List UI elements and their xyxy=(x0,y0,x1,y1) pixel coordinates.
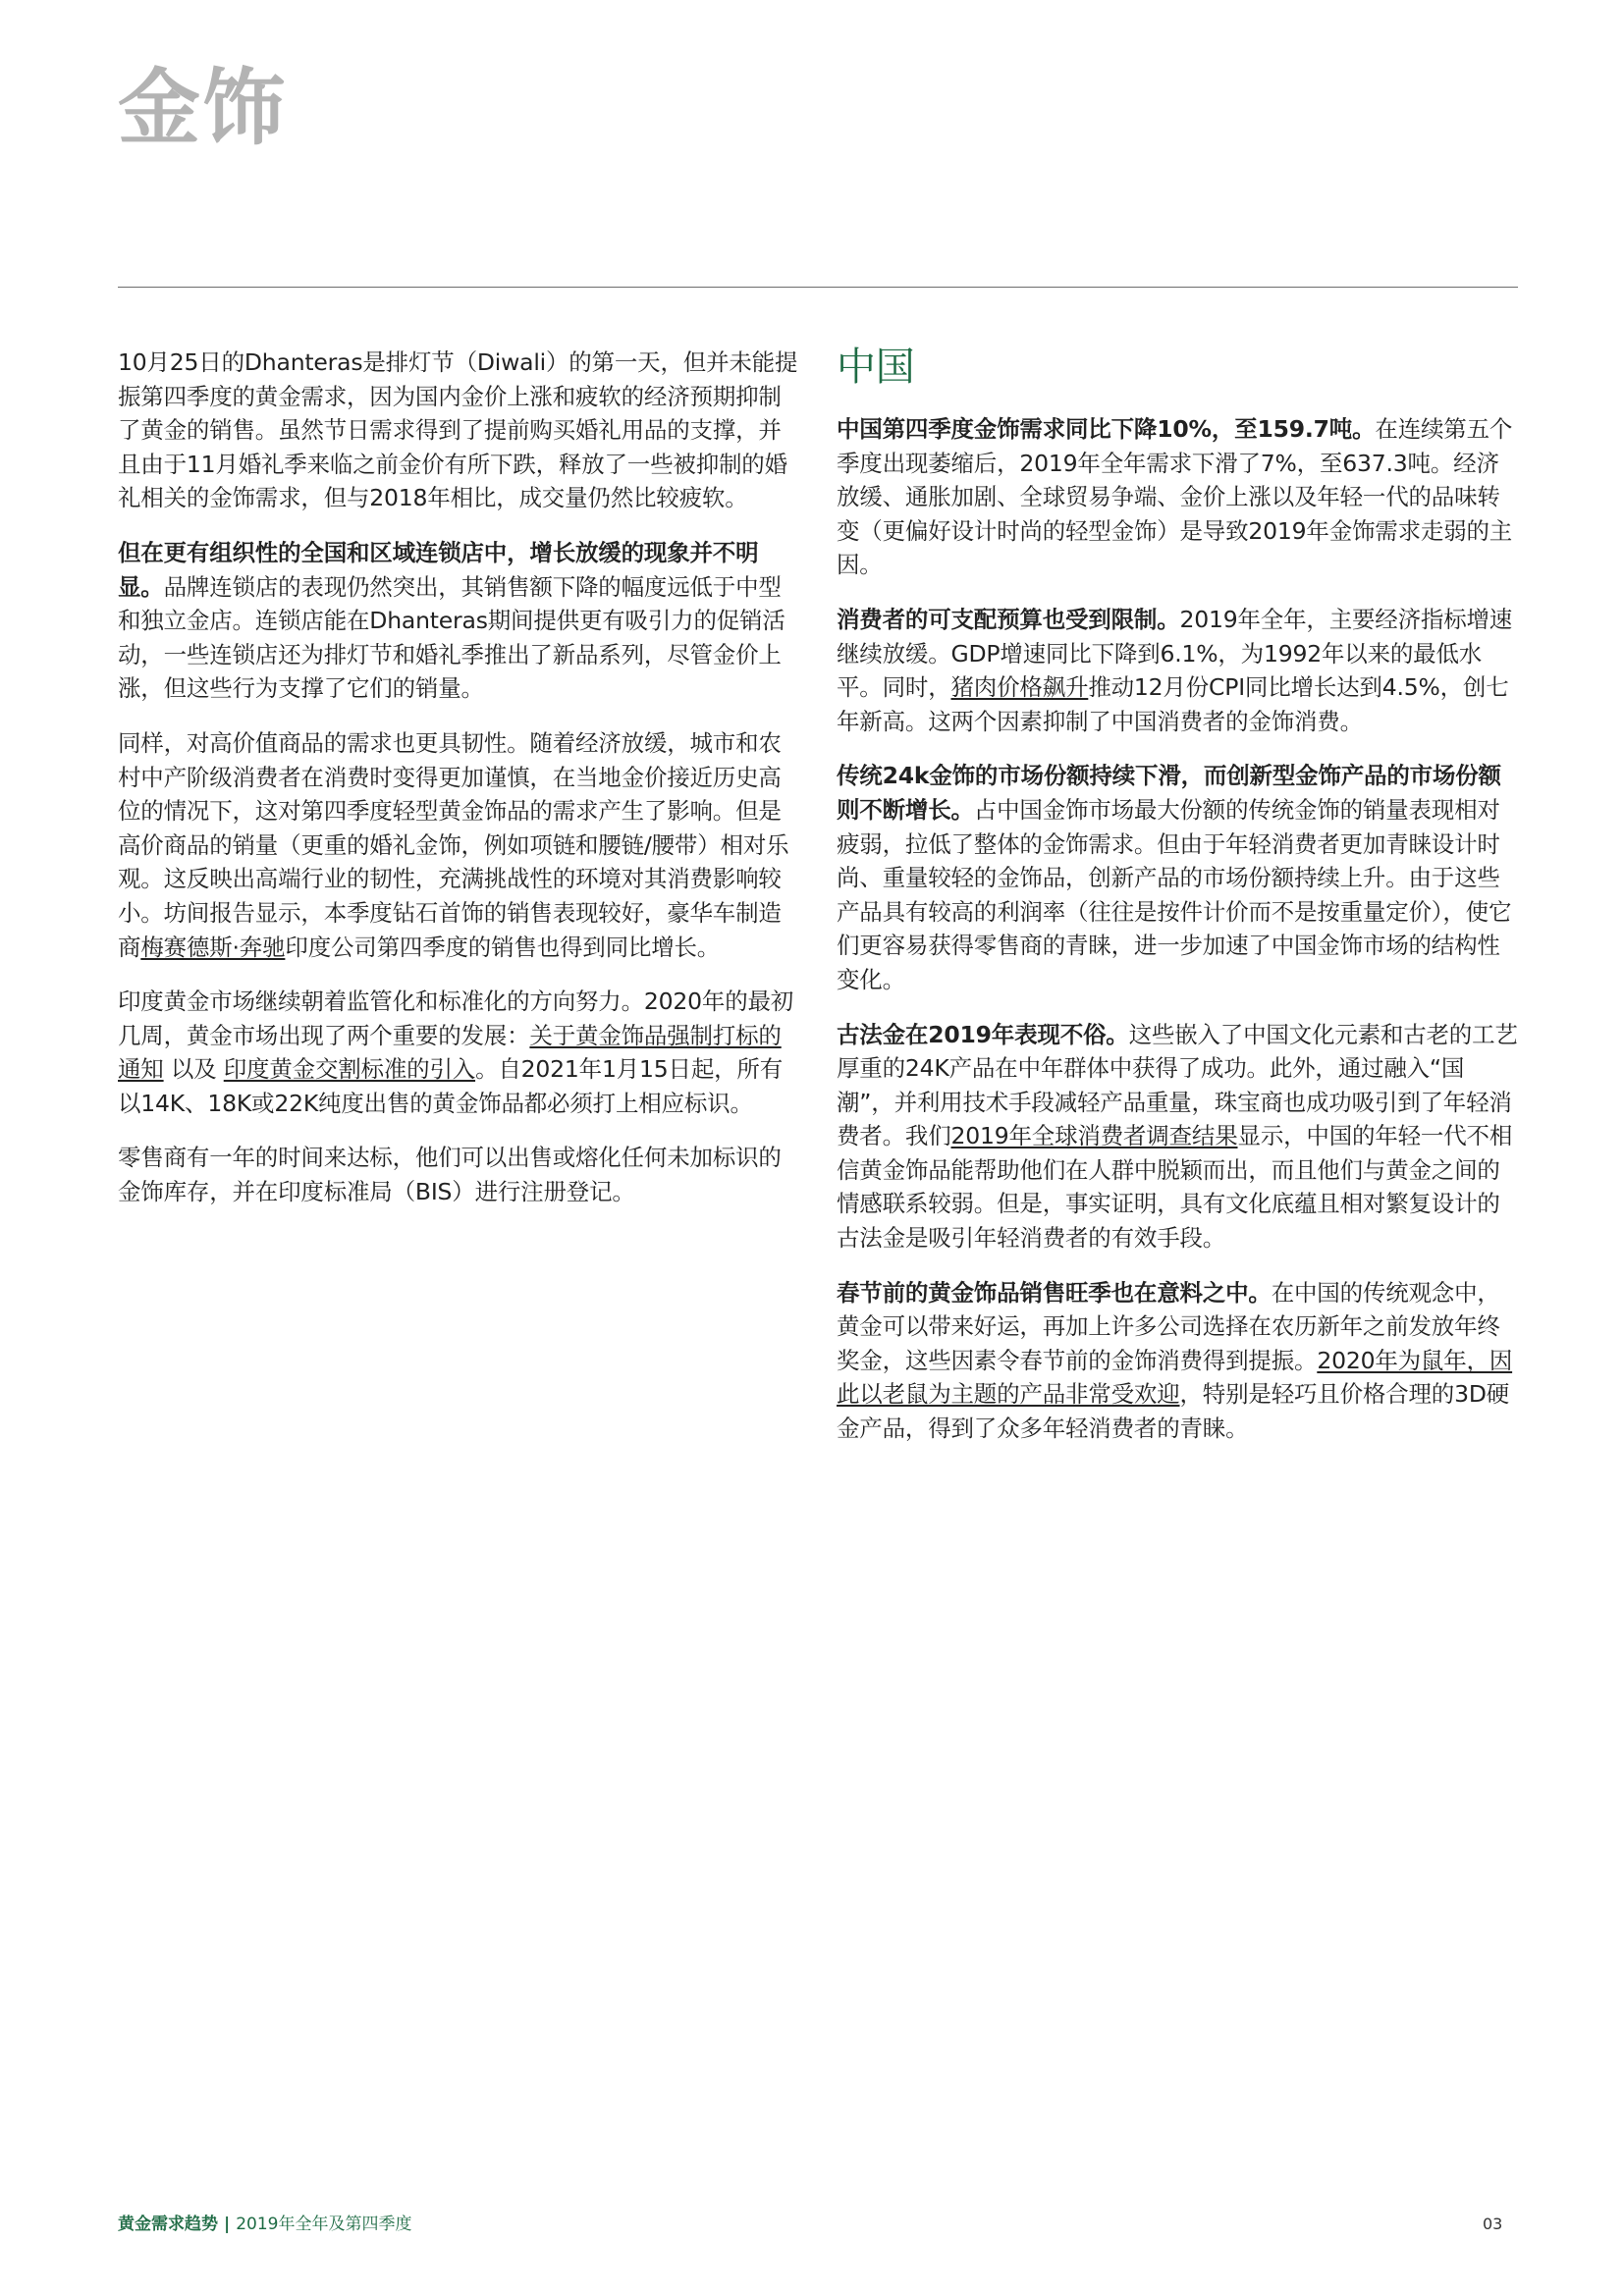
header-divider xyxy=(118,287,1518,288)
footer-brand: 黄金需求趋势 xyxy=(118,2215,218,2234)
mercedes-benz-link[interactable]: 梅赛德斯·奔驰 xyxy=(140,933,286,961)
paragraph-body: 同样，对高价值商品的需求也更具韧性。随着经济放缓，城市和农村中产阶级消费者在消费时变得更加谨慎，在当地金价接近历史高位的情况下，这对第四季度轻型黄金饰品的需求产生了影响。但是高价商品的销量（更重的婚礼金饰，例如项链和腰链/腰带）相对乐观。这反映出高端行业的韧性，充满挑战性的环境对其消费影响较小。坊间报告显示，本季度钻石首饰的销售表现较好，豪华车制造商 xyxy=(118,728,789,961)
paragraph-lead: 中国第四季度金饰需求同比下降10%，至159.7吨。 xyxy=(837,415,1376,443)
paragraph-body: 印度公司第四季度的销售也得到同比增长。 xyxy=(285,933,721,961)
paragraph-high-value xyxy=(118,726,799,964)
paragraph-spring-festival xyxy=(837,1276,1518,1446)
footer-subtitle: 2019年全年及第四季度 xyxy=(236,2215,412,2234)
paragraph-retailers: 零售商有一年的时间来达标，他们可以出售或熔化任何未加标识的金饰库存，并在印度标准局（BIS）进行注册登记。 xyxy=(118,1144,782,1206)
paragraph-body: ，特别是轻巧且价格合理的3D硬金产品，得到了众多年轻消费者的青睐。 xyxy=(837,1380,1510,1443)
paragraph-lead: 消费者的可支配预算也受到限制。 xyxy=(837,605,1180,633)
paragraph-china-q4 xyxy=(837,412,1518,582)
left-column xyxy=(118,346,799,1230)
footer xyxy=(118,2213,411,2236)
paragraph-body: 在中国的传统观念中，黄金可以带来好运，再加上许多公司选择在农历新年之前发放年终奖金，这些因素令春节前的金饰消费得到提振。 xyxy=(837,1278,1500,1374)
paragraph-lead: 传统24k金饰的市场份额持续下滑，而创新型金饰产品的市场份额则不断增长。 xyxy=(837,762,1501,824)
consumer-survey-link[interactable]: 2019年全球消费者调查结果 xyxy=(950,1122,1238,1150)
paragraph-lead: 古法金在2019年表现不俗。 xyxy=(837,1020,1129,1048)
paragraph-chain-stores xyxy=(118,536,799,706)
paragraph-body: 。自2021年1月15日起，所有以14K、18K或22K纯度出售的黄金饰品都必须打上相应标识。 xyxy=(118,1055,784,1117)
paragraph-disposable-budget xyxy=(837,603,1518,738)
paragraph-body: 这些嵌入了中国文化元素和古老的工艺厚重的24K产品在中年群体中获得了成功。此外，通过融入“国潮”，并利用技术手段减轻产品重量，珠宝商也成功吸引到了年轻消费者。我们 xyxy=(837,1020,1518,1150)
paragraph-body: 印度黄金市场继续朝着监管化和标准化的方向努力。2020年的最初几周，黄金市场出现了两个重要的发展： xyxy=(118,988,794,1049)
hallmarking-notice-link[interactable]: 关于黄金饰品强制打标的通知 xyxy=(118,1021,782,1084)
paragraph-body: 占中国金饰市场最大份额的传统金饰的销量表现相对疲弱，拉低了整体的金饰需求。但由于年轻消费者更加青睐设计时尚、重量较轻的金饰品，创新产品的市场份额持续上升。由于这些产品具有较高的利润率（往往是按件计价而不是按重量定价），使它们更容易获得零售商的青睐，进一步加速了中国金饰市场的结构性变化。 xyxy=(837,795,1512,993)
paragraph-body: 2019年全年，主要经济指标增速继续放缓。GDP增速同比下降到6.1%，为1992年以来的最低水平。同时， xyxy=(837,605,1513,702)
paragraph-body: 推动12月份CPI同比增长达到4.5%，创七年新高。这两个因素抑制了中国消费者的金饰消费。 xyxy=(837,673,1509,735)
section-heading-china: 中国 xyxy=(837,345,915,390)
paragraph-lead: 但在更有组织性的全国和区域连锁店中，增长放缓的现象并不明显。 xyxy=(118,538,759,601)
paragraph-body: 品牌连锁店的表现仍然突出，其销售额下降的幅度远低于中型和独立金店。连锁店能在Dhanteras期间提供更有吸引力的促销活动，一些连锁店还为排灯节和婚礼季推出了新品系列，尽管金价上涨，但这些行为支撑了它们的销量。 xyxy=(118,572,785,703)
pork-price-link[interactable]: 猪肉价格飙升 xyxy=(950,673,1089,702)
footer-separator: | xyxy=(224,2215,231,2234)
paragraph-heritage-gold xyxy=(837,1018,1518,1255)
page-number: 03 xyxy=(1483,2215,1503,2233)
paragraph-lead: 春节前的黄金饰品销售旺季也在意料之中。 xyxy=(837,1278,1272,1307)
year-of-rat-link[interactable]: 2020年为鼠年，因此以老鼠为主题的产品非常受欢迎 xyxy=(837,1346,1513,1409)
paragraph-dhanteras: 10月25日的Dhanteras是排灯节（Diwali）的第一天，但并未能提振第四季度的黄金需求，因为国内金价上涨和疲软的经济预期抑制了黄金的销售。虽然节日需求得到了提前购买婚礼用品的支撑，并且由于11月婚礼季来临之前金价有所下跌，释放了一些被抑制的婚礼相关的金饰需求，但与2018年相比，成交量仍然比较疲软。 xyxy=(118,348,798,512)
paragraph-market-share xyxy=(837,759,1518,996)
page-title: 金饰 xyxy=(118,60,288,156)
paragraph-body: 在连续第五个季度出现萎缩后，2019年全年需求下滑了7%，至637.3吨。经济放缓、通胀加剧、全球贸易争端、金价上涨以及年轻一代的品味转变（更偏好设计时尚的轻型金饰）是导致2019年金饰需求走弱的主因。 xyxy=(837,415,1513,579)
right-column xyxy=(837,346,1518,1467)
paragraph-body: 显示，中国的年轻一代不相信黄金饰品能帮助他们在人群中脱颖而出，而且他们与黄金之间的情感联系较弱。但是，事实证明，具有文化底蕴且相对繁复设计的古法金是吸引年轻消费者的有效手段。 xyxy=(837,1122,1513,1253)
paragraph-body: 以及 xyxy=(163,1055,224,1084)
paragraph-regulation xyxy=(118,985,799,1120)
delivery-standard-link[interactable]: 印度黄金交割标准的引入 xyxy=(223,1055,476,1084)
